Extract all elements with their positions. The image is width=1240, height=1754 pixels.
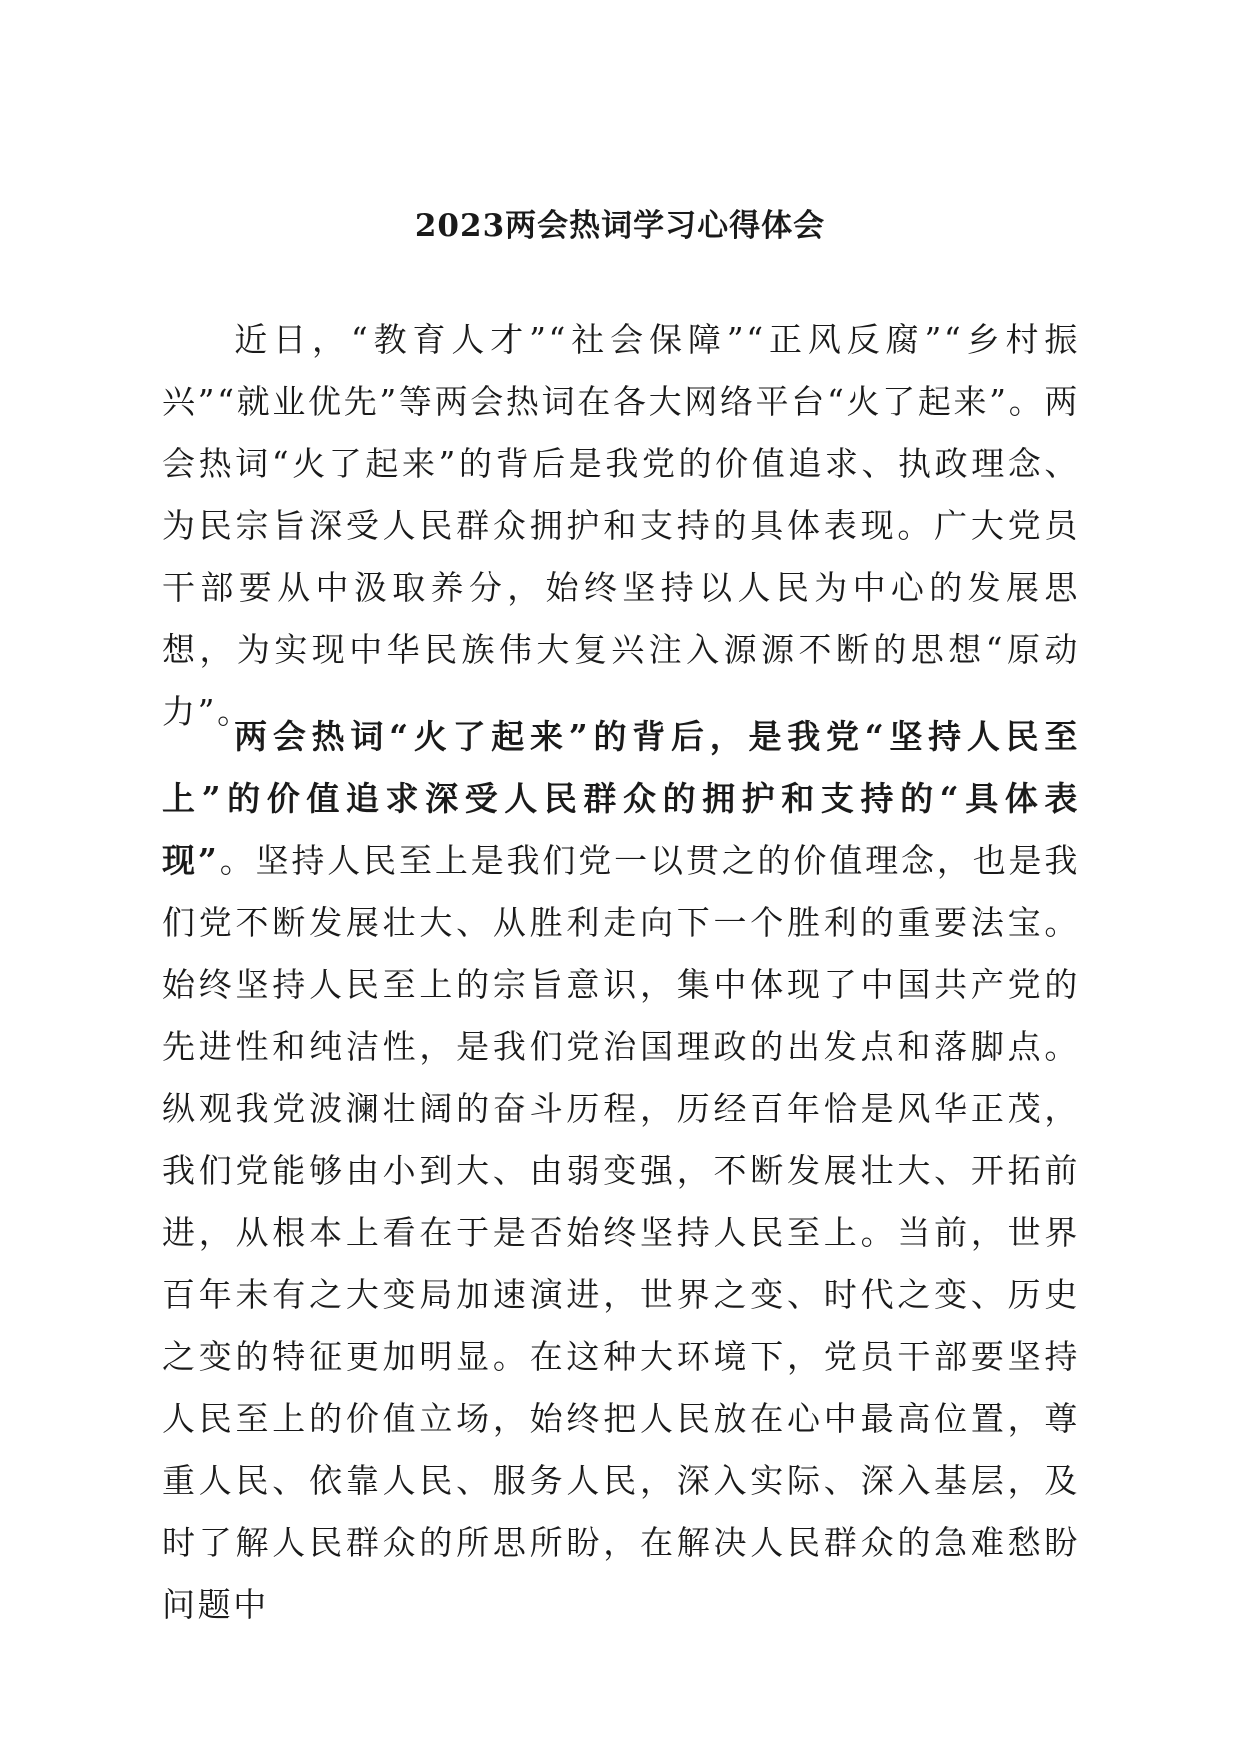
document-title: 2023两会热词学习心得体会 [414,208,826,244]
paragraph-1 [162,309,1080,743]
paragraph-2-text: 。坚持人民至上是我们党一以贯之的价值理念，也是我们党不断发展壮大、从胜利走向下一个胜利的重要法宝。始终坚持人民至上的宗旨意识，集中体现了中国共产党的先进性和纯洁性，是我们党治国理政的出发点和落脚点。纵观我党波澜壮阔的奋斗历程，历经百年恰是风华正茂，我们党能够由小到大、由弱变强，不断发展壮大、开拓前进，从根本上看在于是否始终坚持人民至上。当前，世界百年未有之大变局加速演进，世界之变、时代之变、历史之变的特征更加明显。在这种大环境下，党员干部要坚持人民至上的价值立场，始终把人民放在心中最高位置，尊重人民、依靠人民、服务人民，深入实际、深入基层，及时了解人民群众的所思所盼，在解决人民群众的急难愁盼问题中 [162,841,1081,1624]
paragraph-2 [162,706,1080,1636]
paragraph-2-heading: 两会热词“火了起来”的背后，是我党“坚持人民至上”的价值追求深受人民群众的拥护和支持的“具体表现” [162,717,1080,880]
paragraph-1-text: 近日，“教育人才”“社会保障”“正风反腐”“乡村振兴”“就业优先”等两会热词在各大网络平台“火了起来”。两会热词“火了起来”的背后是我党的价值追求、执政理念、为民宗旨深受人民群众拥护和支持的具体表现。广大党员干部要从中汲取养分，始终坚持以人民为中心的发展思想，为实现中华民族伟大复兴注入源源不断的思想“原动力”。 [162,320,1080,731]
